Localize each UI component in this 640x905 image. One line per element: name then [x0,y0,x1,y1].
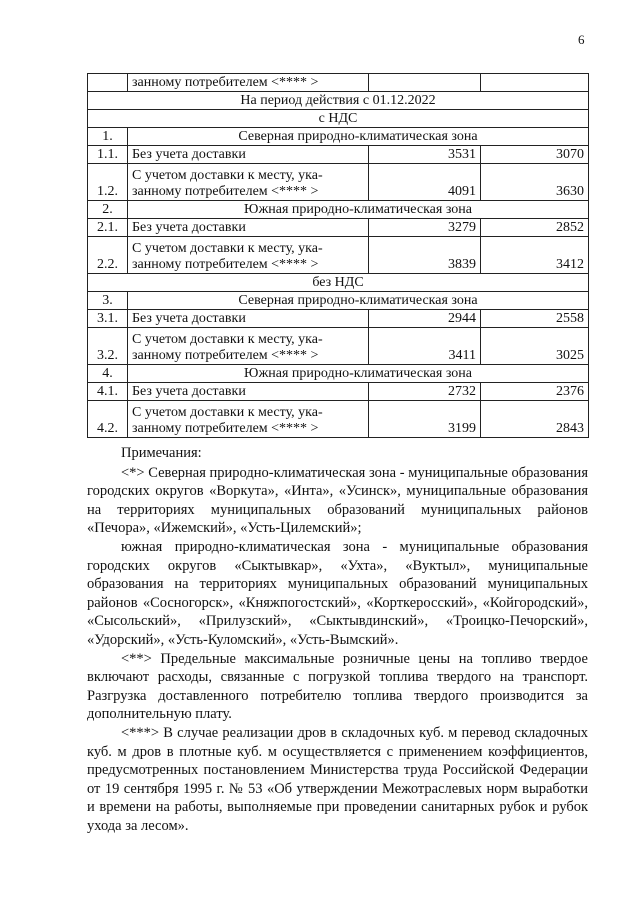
zone-name: Северная природно-климатическая зона [128,128,589,146]
row-description-line: С учетом доставки к месту, ука- [132,241,323,256]
table-row [88,292,589,310]
row-description [128,164,369,201]
note-paragraph: южная природно-климатическая зона - муниципальные образования городских округов «Сыктывкар», «Ухта», «Вуктыл», муниципальные образования на территориях муниципальных образований муниципальных районов «Сосногорск», «Княжпогостский», «Корткеросский», «Койгородский», «Сысольский», «Прилузский», «Сыктывдинский», «Троицко-Печорский», «Удорский», «Усть-Куломский», «Усть-Вымский». [87,538,588,648]
table-row [88,237,589,274]
zone-number: 1. [88,128,128,146]
price-value: 4091 [369,164,481,201]
row-description: Без учета доставки [128,219,369,237]
vat-section-header: с НДС [88,110,589,128]
row-description-line: занному потребителем <**** > [132,348,319,363]
price-value [481,74,589,92]
table-row [88,365,589,383]
row-description-line: занному потребителем <**** > [132,257,319,272]
zone-number: 2. [88,201,128,219]
price-value: 3279 [369,219,481,237]
price-value: 2944 [369,310,481,328]
price-value: 3630 [481,164,589,201]
row-description [128,237,369,274]
row-number: 3.1. [88,310,128,328]
price-value: 2843 [481,401,589,438]
table-row [88,128,589,146]
row-description [128,328,369,365]
price-value: 3412 [481,237,589,274]
row-description-line: С учетом доставки к месту, ука- [132,332,323,347]
row-number: 2.1. [88,219,128,237]
table-row [88,74,589,92]
price-value: 3070 [481,146,589,164]
price-value: 3025 [481,328,589,365]
zone-name: Южная природно-климатическая зона [128,365,589,383]
price-value: 2376 [481,383,589,401]
price-value: 3531 [369,146,481,164]
row-description-line: С учетом доставки к месту, ука- [132,168,323,183]
row-number: 3.2. [88,328,128,365]
table-row [88,310,589,328]
notes-section [87,444,588,835]
row-description: Без учета доставки [128,383,369,401]
price-value: 2852 [481,219,589,237]
zone-name: Южная природно-климатическая зона [128,201,589,219]
price-table [87,73,589,438]
table-row [88,328,589,365]
price-value: 2732 [369,383,481,401]
vat-section-header: без НДС [88,274,589,292]
row-description-line: занному потребителем <**** > [132,421,319,436]
table-row [88,383,589,401]
row-description: Без учета доставки [128,146,369,164]
row-number: 4.2. [88,401,128,438]
price-value: 2558 [481,310,589,328]
row-description-line: занному потребителем <**** > [132,184,319,199]
zone-name: Северная природно-климатическая зона [128,292,589,310]
table-row [88,110,589,128]
table-row [88,219,589,237]
price-value: 3411 [369,328,481,365]
row-number: 4.1. [88,383,128,401]
note-paragraph: <*> Северная природно-климатическая зона - муниципальные образования городских округов «Воркута», «Инта», «Усинск», муниципальные образования на территориях муниципальных образований муниципальных районов «Печора», «Ижемский», «Усть-Цилемский»; [87,464,588,537]
table-row [88,164,589,201]
zone-number: 4. [88,365,128,383]
notes-heading: Примечания: [121,445,202,461]
table-row [88,92,589,110]
zone-number: 3. [88,292,128,310]
row-number: 1.1. [88,146,128,164]
row-description: занному потребителем <**** > [128,74,369,92]
table-row [88,201,589,219]
row-description [128,401,369,438]
table-row [88,274,589,292]
row-description: Без учета доставки [128,310,369,328]
price-value: 3199 [369,401,481,438]
row-number: 1.2. [88,164,128,201]
note-paragraph: <***> В случае реализации дров в складочных куб. м перевод складочных куб. м дров в плотные куб. м осуществляется с применением коэффициентов, предусмотренных постановлением Министерства труда Российской Федерации от 19 сентября 1995 г. № 53 «Об утверждении Межотраслевых норм выработки и времени на работы, выполняемые при проведении санитарных рубок и рубок ухода за лесом». [87,724,588,834]
table-row [88,401,589,438]
table-row [88,146,589,164]
price-value: 3839 [369,237,481,274]
note-paragraph: <**> Предельные максимальные розничные цены на топливо твердое включают расходы, связанные с погрузкой топлива твердого на транспорт. Разгрузка доставленного потребителю топлива твердого производится за дополнительную плату. [87,650,588,723]
period-header: На период действия с 01.12.2022 [88,92,589,110]
price-value [369,74,481,92]
page-number: 6 [578,32,585,47]
row-number: 2.2. [88,237,128,274]
row-description-line: С учетом доставки к месту, ука- [132,405,323,420]
row-number-cell [88,74,128,92]
